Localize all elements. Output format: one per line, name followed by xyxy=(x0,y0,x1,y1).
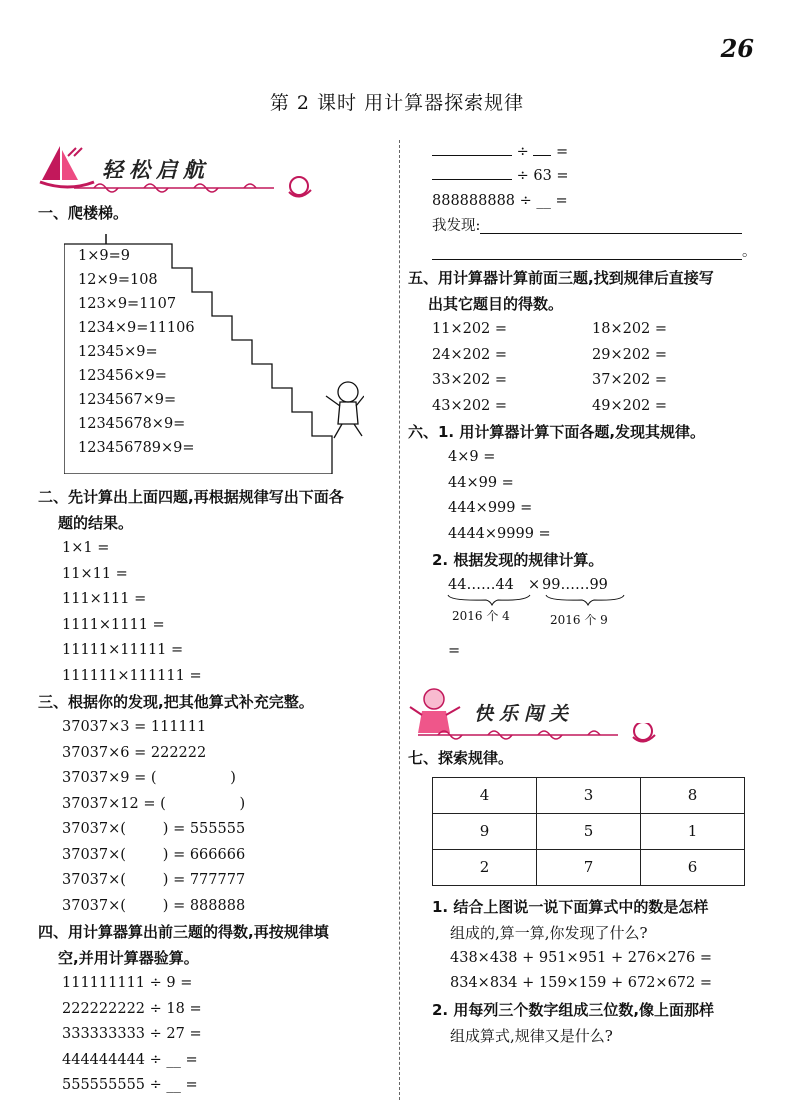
answer-blank[interactable] xyxy=(533,140,551,156)
q7-eq2: 834×834 + 159×159 + 672×672 = xyxy=(450,975,712,991)
q2-heading-cont: 题的结果。 xyxy=(58,514,134,532)
q7-sub2: 2. 用每列三个数字组成三位数,像上面那样 xyxy=(432,1000,715,1019)
q6-expression xyxy=(408,573,768,639)
q7-sub1: 1. 结合上图说一说下面算式中的数是怎样 xyxy=(432,897,709,916)
q4-line: 222222222 ÷ 18 = xyxy=(62,1000,202,1017)
child-climbing-icon xyxy=(326,382,364,438)
step-line: 123456×9= xyxy=(78,368,167,384)
answer-blank[interactable] xyxy=(432,164,512,180)
grid-cell: 5 xyxy=(537,813,641,849)
q4-found-line: 我发现: xyxy=(408,214,768,240)
step-line: 1234567×9= xyxy=(78,392,177,408)
q4-cont-line-2: ÷ 63 = xyxy=(408,164,768,188)
step-line: 12×9=108 xyxy=(78,272,158,288)
grid-row xyxy=(433,813,745,849)
grid-cell: 8 xyxy=(641,777,745,813)
banner-easy-start xyxy=(38,140,398,200)
q4-heading: 四、用计算器算出前三题的得数,再按规律填 xyxy=(38,923,329,941)
q4-line: 111111111 ÷ 9 = xyxy=(62,975,193,991)
q2-line: 111111×111111 = xyxy=(62,667,202,684)
grid-cell: 7 xyxy=(537,849,641,885)
column-divider xyxy=(399,140,400,1100)
left-column xyxy=(38,140,398,1099)
q3-line: 37037×12 = ( ) xyxy=(62,795,246,812)
q5-heading-cont: 出其它题目的得数。 xyxy=(428,295,564,313)
grid-cell: 1 xyxy=(641,813,745,849)
q4-found-line-2: 。 xyxy=(408,240,768,266)
q2-line: 111×111 = xyxy=(62,591,147,607)
q3-heading: 三、根据你的发现,把其他算式补充完整。 xyxy=(38,693,314,711)
q4-cont-line-3: 888888888 ÷ __ = xyxy=(432,193,568,209)
q6-sub2: 2. 根据发现的规律计算。 xyxy=(432,551,604,569)
q2-line: 1111×1111 = xyxy=(62,616,165,633)
q2-line: 11111×11111 = xyxy=(62,642,184,658)
q4-heading-cont: 空,并用计算器验算。 xyxy=(58,949,199,967)
q7-eq1: 438×438 + 951×951 + 276×276 = xyxy=(450,949,712,966)
grid-cell: 9 xyxy=(433,813,537,849)
q4-line: 333333333 ÷ 27 = xyxy=(62,1026,202,1042)
banner-happy-pass xyxy=(408,685,768,745)
grid-cell: 6 xyxy=(641,849,745,885)
q6-line: 44×99 = xyxy=(448,474,514,491)
q7-sub1-cont: 组成的,算一算,你发现了什么? xyxy=(450,923,648,942)
step-line: 12345678×9= xyxy=(78,416,186,432)
q6-equals: = xyxy=(448,643,461,659)
q5-row: 24×202 = 29×202 = xyxy=(432,346,668,363)
q6-heading: 六、1. 用计算器计算下面各题,发现其规律。 xyxy=(408,423,706,441)
grid-cell: 4 xyxy=(433,777,537,813)
found-answer-blank[interactable] xyxy=(480,218,742,234)
step-line: 12345×9= xyxy=(78,344,158,360)
q3-line: 37037×6 = 222222 xyxy=(62,744,207,761)
q6-line: 4444×9999 = xyxy=(448,525,551,542)
q3-line: 37037×( ) = 777777 xyxy=(62,872,246,888)
q4-line: 555555555 ÷ __ = xyxy=(62,1077,198,1093)
q1-heading: 一、爬楼梯。 xyxy=(38,204,129,222)
step-line: 1×9=9 xyxy=(78,248,130,264)
expr-times: × xyxy=(528,577,541,593)
q5-heading: 五、用计算器计算前面三题,找到规律后直接写 xyxy=(408,269,714,287)
ornament-line-icon xyxy=(74,176,324,200)
q2-line: 1×1 = xyxy=(62,540,110,556)
step-line: 123456789×9= xyxy=(78,440,195,456)
number-grid xyxy=(432,777,745,886)
banner-title-right: 快乐闯关 xyxy=(474,702,575,725)
found-answer-blank[interactable] xyxy=(432,244,742,260)
q2-line: 11×11 = xyxy=(62,565,128,582)
q7-sub2-cont: 组成算式,规律又是什么? xyxy=(450,1026,613,1045)
ornament-line-icon xyxy=(418,723,668,747)
q6-line: 444×999 = xyxy=(448,500,533,516)
q3-line: 37037×( ) = 555555 xyxy=(62,821,246,837)
grid-cell: 2 xyxy=(433,849,537,885)
answer-blank[interactable] xyxy=(432,140,512,156)
banner-title-left: 轻松启航 xyxy=(102,158,210,182)
expr-b: 99……99 xyxy=(542,577,608,593)
grid-cell: 3 xyxy=(537,777,641,813)
brace-icon xyxy=(446,593,656,607)
expr-a: 44……44 xyxy=(448,577,514,593)
page-number: 26 xyxy=(720,34,754,63)
staircase-figure xyxy=(64,234,364,474)
q3-line: 37037×( ) = 888888 xyxy=(62,897,246,914)
q4-line: 444444444 ÷ __ = xyxy=(62,1051,198,1068)
lesson-title: 第 2 课时 用计算器探索规律 xyxy=(269,92,525,114)
right-column xyxy=(408,140,768,1049)
step-line: 1234×9=11106 xyxy=(78,320,195,336)
step-line: 123×9=1107 xyxy=(78,296,177,312)
q6-line: 4×9 = xyxy=(448,449,496,465)
q3-line: 37037×3 = 111111 xyxy=(62,719,207,735)
grid-row xyxy=(433,849,745,885)
q7-heading: 七、探索规律。 xyxy=(408,748,514,767)
grid-row xyxy=(433,777,745,813)
q4-cont-line-1: ÷ = xyxy=(408,140,768,164)
q2-heading: 二、先计算出上面四题,再根据规律写出下面各 xyxy=(38,488,344,506)
q5-row: 11×202 = 18×202 = xyxy=(432,321,668,337)
q5-row: 43×202 = 49×202 = xyxy=(432,397,668,414)
label-b: 2016 个 9 xyxy=(550,613,608,627)
label-a: 2016 个 4 xyxy=(452,609,510,623)
q3-line: 37037×9 = ( ) xyxy=(62,770,236,786)
q5-row: 33×202 = 37×202 = xyxy=(432,372,668,388)
q3-line: 37037×( ) = 666666 xyxy=(62,846,246,863)
